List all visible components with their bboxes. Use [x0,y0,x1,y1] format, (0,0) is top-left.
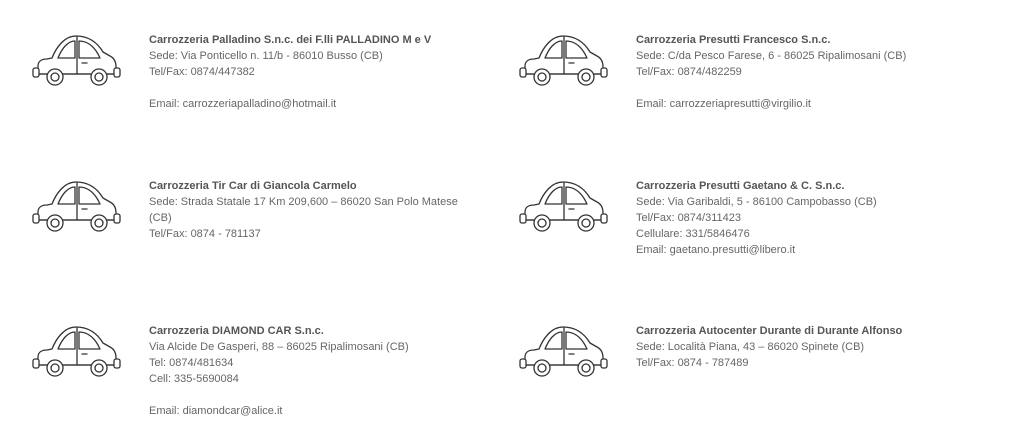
car-icon [517,32,609,92]
listing-title: Carrozzeria Presutti Francesco S.n.c. [636,34,831,46]
listing-title: Carrozzeria Tir Car di Giancola Carmelo [149,180,357,192]
listing-card [0,178,470,298]
listing-address: Sede: Strada Statale 17 Km 209,600 – 86020 San Polo Matese [149,196,458,208]
listing-email[interactable]: Email: gaetano.presutti@libero.it [636,244,796,256]
listing-card [0,323,470,443]
listing-address: Sede: Località Piana, 43 – 86020 Spinete (CB) [636,341,865,353]
listing-address: Sede: Via Ponticello n. 11/b - 86010 Busso (CB) [149,50,383,62]
listing-card [487,323,957,443]
listing-address-cont: (CB) [149,212,172,224]
listing-phone: Tel/Fax: 0874/311423 [636,212,741,224]
listing-card [0,32,470,152]
listing-title: Carrozzeria Palladino S.n.c. dei F.lli PALLADINO M e V [149,34,432,46]
listing-spacer [149,387,479,403]
listing-email[interactable]: Email: diamondcar@alice.it [149,405,283,417]
listing-email[interactable]: Email: carrozzeriapalladino@hotmail.it [149,98,337,110]
listing-phone: Tel/Fax: 0874/482259 [636,66,742,78]
listing-phone: Tel: 0874/481634 [149,357,234,369]
listing-title: Carrozzeria DIAMOND CAR S.n.c. [149,325,324,337]
listing-title: Carrozzeria Autocenter Durante di Durante Alfonso [636,325,903,337]
listing-title: Carrozzeria Presutti Gaetano & C. S.n.c. [636,180,845,192]
car-icon [30,32,122,92]
listing-card [487,178,957,298]
listing-address: Via Alcide De Gasperi, 88 – 86025 Ripalimosani (CB) [149,341,409,353]
listing-phone: Tel/Fax: 0874 - 787489 [636,357,749,369]
listing-spacer [149,80,479,96]
listing-address: Sede: Via Garibaldi, 5 - 86100 Campobasso (CB) [636,196,877,208]
listing-spacer [636,80,966,96]
listing-address: Sede: C/da Pesco Farese, 6 - 86025 Ripalimosani (CB) [636,50,907,62]
car-icon [30,323,122,383]
car-icon [517,323,609,383]
listing-email[interactable]: Email: carrozzeriapresutti@virgilio.it [636,98,811,110]
listing-mobile: Cell: 335-5690084 [149,373,239,385]
car-icon [517,178,609,238]
listing-card [487,32,957,152]
listing-mobile: Cellulare: 331/5846476 [636,228,750,240]
listing-phone: Tel/Fax: 0874/447382 [149,66,255,78]
listing-phone: Tel/Fax: 0874 - 781137 [149,228,261,240]
car-icon [30,178,122,238]
